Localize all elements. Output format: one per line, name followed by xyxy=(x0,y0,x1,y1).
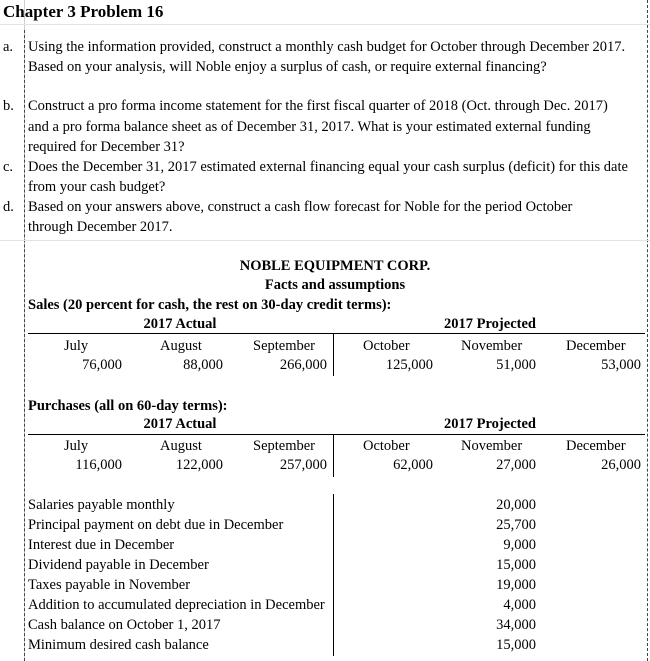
assumption-label: Interest due in December xyxy=(28,537,175,553)
purchases-projected-label: 2017 Projected xyxy=(444,416,536,432)
assumption-value: 9,000 xyxy=(503,537,536,553)
sales-projected-label: 2017 Projected xyxy=(444,316,536,332)
assumption-label: Salaries payable monthly xyxy=(28,497,175,513)
purchases-heading: Purchases (all on 60-day terms): xyxy=(28,398,228,414)
assumption-label: Addition to accumulated depreciation in December xyxy=(28,597,325,613)
assumption-value: 4,000 xyxy=(503,597,536,613)
question-c-line: from your cash budget? xyxy=(28,179,166,195)
sales-month: December xyxy=(566,338,626,354)
purchases-value: 26,000 xyxy=(601,457,641,473)
assumption-value: 20,000 xyxy=(496,497,536,513)
purchases-value: 116,000 xyxy=(75,457,122,473)
purchases-header-rule xyxy=(28,434,645,435)
sales-value: 266,000 xyxy=(279,357,327,373)
print-area-border-left xyxy=(24,30,25,661)
question-b-line: and a pro forma balance sheet as of December 31, 2017. What is your estimated external funding xyxy=(28,119,591,135)
purchases-month: September xyxy=(253,438,316,454)
sales-month: September xyxy=(253,338,316,354)
assumption-label: Principal payment on debt due in December xyxy=(28,517,284,533)
sales-value: 125,000 xyxy=(385,357,433,373)
sales-value: 88,000 xyxy=(183,357,223,373)
question-c-line: Does the December 31, 2017 estimated external financing equal your cash surplus (deficit) for this date xyxy=(28,159,628,175)
purchases-value: 62,000 xyxy=(393,457,433,473)
purchases-actual-label: 2017 Actual xyxy=(143,416,217,432)
sales-month: August xyxy=(160,338,202,354)
question-d-line: Based on your answers above, construct a cash flow forecast for Noble for the period October xyxy=(28,199,573,215)
question-b-line: Construct a pro forma income statement for the first fiscal quarter of 2018 (Oct. through Dec. 2017) xyxy=(28,98,608,114)
question-d-line: through December 2017. xyxy=(28,219,173,235)
purchases-month: November xyxy=(461,438,523,454)
purchases-month: August xyxy=(160,438,202,454)
assumption-value: 15,000 xyxy=(496,557,536,573)
sales-actual-label: 2017 Actual xyxy=(143,316,217,332)
question-b-line: required for December 31? xyxy=(28,139,185,155)
question-label-d: d. xyxy=(3,199,14,215)
purchases-value: 27,000 xyxy=(496,457,536,473)
purchases-month: December xyxy=(566,438,626,454)
purchases-value: 122,000 xyxy=(175,457,223,473)
print-area-border-right xyxy=(647,0,648,661)
sales-actual-projected-divider xyxy=(333,334,334,376)
assumption-value: 15,000 xyxy=(496,637,536,653)
assumption-label: Cash balance on October 1, 2017 xyxy=(28,617,221,633)
sales-month: July xyxy=(64,338,89,354)
assumptions-divider xyxy=(333,494,334,656)
sales-month: November xyxy=(461,338,523,354)
sales-header-rule xyxy=(28,333,645,334)
assumption-label: Taxes payable in November xyxy=(28,577,191,593)
question-label-c: c. xyxy=(3,159,14,175)
grid-row-line xyxy=(0,24,650,25)
purchases-month: July xyxy=(64,438,89,454)
company-name: NOBLE EQUIPMENT CORP. xyxy=(239,258,431,274)
assumption-value: 34,000 xyxy=(496,617,536,633)
sales-heading: Sales (20 percent for cash, the rest on 30-day credit terms): xyxy=(28,297,392,313)
question-label-a: a. xyxy=(3,39,14,55)
facts-subtitle: Facts and assumptions xyxy=(264,277,406,293)
page-title: Chapter 3 Problem 16 xyxy=(3,2,164,21)
grid-row-line xyxy=(0,240,650,241)
assumption-value: 19,000 xyxy=(496,577,536,593)
question-a-line: Based on your analysis, will Noble enjoy a surplus of cash, or require external financing? xyxy=(28,59,547,75)
sales-value: 76,000 xyxy=(82,357,122,373)
sales-month: October xyxy=(363,338,410,354)
assumption-value: 25,700 xyxy=(496,517,536,533)
sales-value: 51,000 xyxy=(496,357,536,373)
question-label-b: b. xyxy=(3,98,14,114)
question-a-line: Using the information provided, construct a monthly cash budget for October through December 2017. xyxy=(28,39,626,55)
purchases-month: October xyxy=(363,438,410,454)
assumption-label: Dividend payable in December xyxy=(28,557,209,573)
purchases-value: 257,000 xyxy=(279,457,327,473)
purchases-actual-projected-divider xyxy=(333,435,334,477)
sales-value: 53,000 xyxy=(601,357,641,373)
assumption-label: Minimum desired cash balance xyxy=(28,637,209,653)
